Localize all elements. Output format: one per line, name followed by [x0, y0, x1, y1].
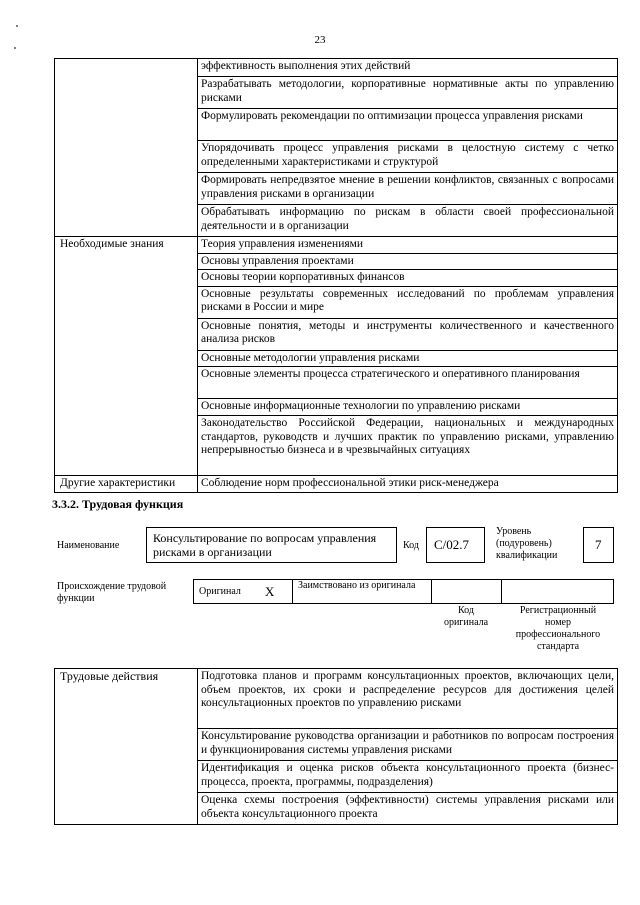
origin-divider [501, 579, 502, 604]
level-label: Уровень (подуровень) квалификации [496, 526, 558, 561]
table-cell: Основы управления проектами [198, 253, 618, 270]
table-cell: Подготовка планов и программ консультационных проектов, включающих цели, объем проектов, их сроки и распределение ресурсов для достижения целей консультационных проектов по управлению рисками [198, 669, 618, 729]
table-cell: Идентификация и оценка рисков объекта консультационного проекта (бизнес-процесса, проекта, программы, подразделения) [198, 761, 618, 793]
table-cell: Основные результаты современных исследований по проблемам управления рисками в России и мире [198, 286, 618, 318]
name-value: Консультирование по вопросам управления рисками в организации [153, 531, 377, 559]
labor-actions-table [54, 668, 618, 825]
table-cell: Основы теории корпоративных финансов [198, 270, 618, 287]
table-cell: эффективность выполнения этих действий [198, 59, 618, 77]
table-cell: Оценка схемы построения (эффективности) системы управления рисками или объекта консультационного проекта [198, 793, 618, 825]
table-cell: Основные информационные технологии по управлению рисками [198, 399, 618, 416]
scan-speck [14, 47, 16, 49]
table-cell: Обрабатывать информацию по рискам в области своей профессиональной деятельности и в организации [198, 205, 618, 237]
row-label-actions: Трудовые действия [55, 669, 198, 825]
table-cell: Основные понятия, методы и инструменты количественного и качественного анализа рисков [198, 318, 618, 350]
scan-speck [16, 25, 18, 27]
section-title: 3.3.2. Трудовая функция [52, 497, 184, 511]
page-number: 23 [314, 34, 326, 46]
original-mark: X [265, 584, 275, 599]
table-cell: Теория управления изменениями [198, 237, 618, 254]
row-label [55, 59, 198, 237]
table-cell: Основные методологии управления рисками [198, 350, 618, 367]
borrowed-label: Заимствовано из оригинала [298, 580, 416, 591]
name-value-box [146, 527, 397, 563]
row-label-knowledge: Необходимые знания [55, 237, 198, 476]
origin-divider [292, 579, 293, 604]
table-cell: Основные элементы процесса стратегического и оперативного планирования [198, 367, 618, 399]
table-cell: Консультирование руководства организации и работников по вопросам построения и функционирования системы управления рисками [198, 729, 618, 761]
original-label: Оригинал [199, 586, 241, 597]
origin-divider [431, 579, 432, 604]
table-cell: Упорядочивать процесс управления рисками в целостную систему с четко определенными характеристиками и структурой [198, 141, 618, 173]
level-value: 7 [595, 537, 602, 552]
code-label: Код [403, 540, 419, 551]
name-label: Наименование [57, 540, 120, 551]
table-cell: Формировать непредвзятое мнение в решении конфликтов, связанных с вопросами управления рисками в организации [198, 173, 618, 205]
table-cell: Соблюдение норм профессиональной этики риск-менеджера [198, 475, 618, 492]
skills-table [54, 58, 618, 493]
level-value-box [583, 527, 614, 563]
code-value-box [426, 527, 485, 563]
reg-caption: Регистрационный номер профессионального стандарта [515, 605, 601, 652]
origin-label: Происхождение трудовой функции [57, 581, 167, 604]
code-caption: Код оригинала [443, 605, 489, 628]
code-value: С/02.7 [434, 537, 470, 552]
table-cell: Законодательство Российской Федерации, национальных и международных стандартов, руководств и лучших практик по управлению рисками, управлению непрерывностью бизнеса и в чрезвычайных ситуациях [198, 415, 618, 475]
row-label-other: Другие характеристики [55, 475, 198, 492]
table-cell: Разрабатывать методологии, корпоративные нормативные акты по управлению рисками [198, 77, 618, 109]
table-cell: Формулировать рекомендации по оптимизации процесса управления рисками [198, 109, 618, 141]
